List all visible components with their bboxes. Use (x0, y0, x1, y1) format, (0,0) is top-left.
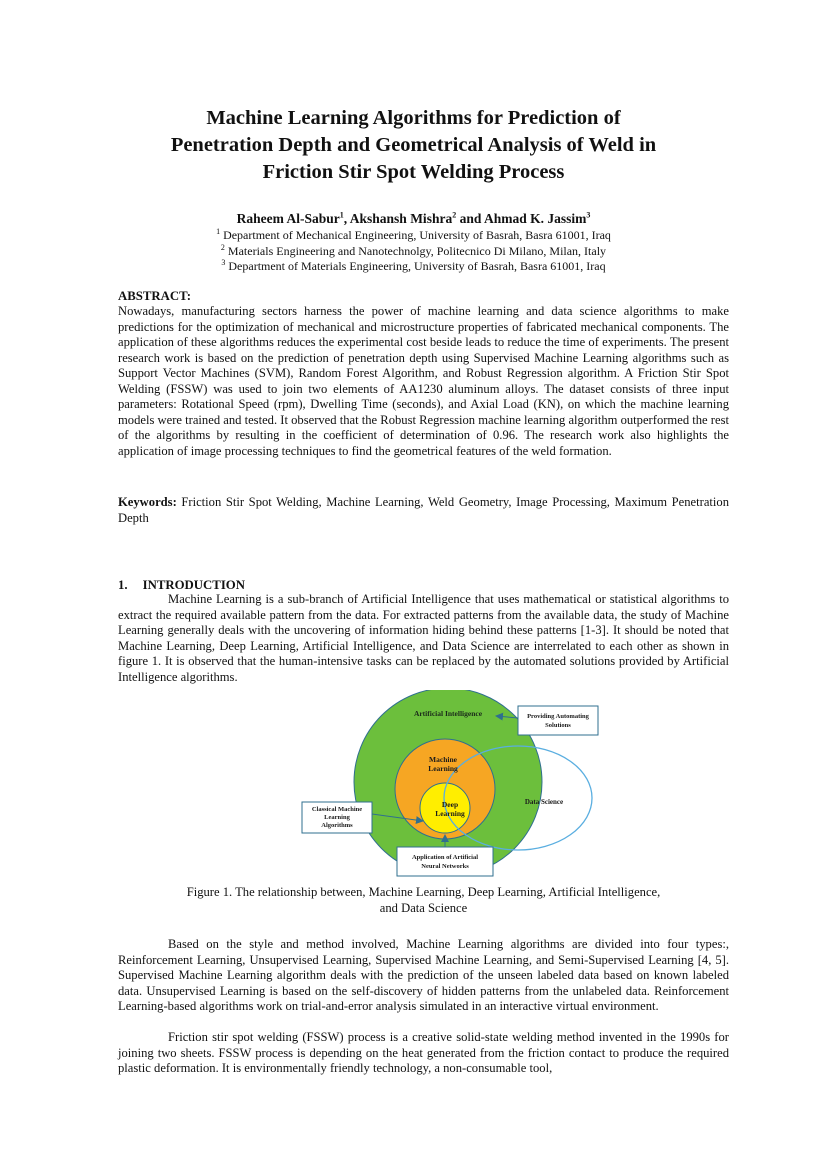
caption-line: and Data Science (379, 901, 468, 915)
affiliation-mark: 2 (220, 242, 225, 252)
body-paragraph: Based on the style and method involved, Machine Learning algorithms are divided into four types:, Reinforcement Learning, Unsupervised Learning, Supervised Machine Learning, and Semi-Supervised Learning [4, 5]. Supervised Machine Learning algorithm deals with the prediction of the unseen labeled data based on known labeled data. Unsupervised Learning is based on the self-discovery of hidden patterns from the unlabeled data. Reinforcement Learning-based algorithms work on trial-and-error analysis simulated in an interactive virtual environment. (118, 937, 729, 1013)
affiliation-text: Department of Mechanical Engineering, University of Basrah, Basra 61001, Iraq (220, 228, 611, 242)
author-affil-mark: 1 (339, 210, 344, 220)
ml-label: Machine (429, 755, 457, 764)
keywords-text: Friction Stir Spot Welding, Machine Learning, Weld Geometry, Image Processing, Maximum Penetration Depth (118, 495, 729, 525)
classical-ml-box-label: Learning (324, 814, 350, 821)
affiliation-list (100, 228, 727, 275)
title-line: Machine Learning Algorithms for Prediction of (206, 107, 621, 129)
affiliation-mark: 1 (216, 227, 221, 236)
ai-label: Artificial Intelligence (413, 709, 483, 718)
classical-ml-box-label: Classical Machine (311, 806, 363, 813)
abstract-heading: ABSTRACT: (118, 289, 192, 303)
author-list (100, 210, 727, 227)
affiliation (100, 228, 727, 244)
ann-box-label: Neural Networks (421, 863, 469, 870)
figure-caption (118, 884, 729, 916)
author-separator: and (456, 211, 484, 226)
caption-line: Figure 1. The relationship between, Machine Learning, Deep Learning, Artificial Intelligence, (186, 885, 661, 899)
author-affil-mark: 3 (586, 210, 591, 220)
paper-title (100, 105, 727, 186)
section-title: INTRODUCTION (142, 578, 245, 592)
abstract-text: Nowadays, manufacturing sectors harness the power of machine learning and data science algorithms to make predictions for the optimization of mechanical and microstructure properties of fabricated mechanical components. The application of these algorithms reduces the experimental cost beside leads to reduce the time of experiments. The present research work is based on the prediction of penetration depth using Supervised Machine Learning algorithms such as Support Vector Machines (SVM), Random Forest Algorithm, and Robust Regression algorithm. A Friction Stir Spot Welding (FSSW) was used to join two elements of AA1230 aluminum alloys. The dataset consists of three input parameters: Rotational Speed (rpm), Dwelling Time (seconds), and Axial Load (KN), on which the machine learning models were trained and tested. It observed that the Robust Regression machine learning algorithm outperformed the rest of the algorithms by resulting in the coefficient of determination of 0.96. The research work also highlights the application of image processing techniques to find the geometrical features of the weld formation. (118, 304, 729, 458)
section-heading (118, 577, 245, 593)
ml-label: Learning (428, 764, 458, 773)
author-name: Raheem Al-Sabur (236, 211, 340, 226)
keywords (118, 495, 729, 526)
body-paragraph: Friction stir spot welding (FSSW) process is a creative solid-state welding method invented in the 1990s for joining two sheets. FSSW process is depending on the heat generated from the friction contact to produce the required plastic deformation. It is environmentally friendly technology, a non-consumable tool, (118, 1030, 729, 1075)
ds-label: Data Science (524, 798, 564, 806)
affiliation-text: Materials Engineering and Nanotechnolgy, Politecnico Di Milano, Milan, Italy (224, 243, 607, 258)
affiliation-text: Department of Materials Engineering, University of Basrah, Basra 61001, Iraq (225, 259, 606, 273)
classical-ml-box-label: Algorithms (321, 822, 353, 829)
dl-label: Deep (441, 800, 459, 809)
ann-box (397, 847, 493, 876)
figure-1-diagram (290, 690, 750, 880)
dl-label: Learning (435, 809, 465, 818)
automating-box (518, 706, 598, 735)
automating-box-label: Providing Automating (527, 713, 589, 720)
author-affil-mark: 2 (452, 210, 457, 220)
automating-box-label: Solutions (545, 722, 571, 729)
affiliation (100, 244, 727, 260)
affiliation (100, 259, 727, 275)
author-separator: , (343, 211, 350, 226)
author-name: Akshansh Mishra (349, 211, 453, 226)
ann-box-label: Application of Artificial (411, 854, 479, 861)
title-line: Penetration Depth and Geometrical Analysis of Weld in (170, 134, 657, 156)
affiliation-mark: 3 (221, 258, 226, 267)
intro-paragraph: Machine Learning is a sub-branch of Artificial Intelligence that uses mathematical or statistical algorithms to extract the required available pattern from the data. For extracted patterns from the available data, the study of Machine Learning generally deals with the uncovering of information hiding behind these patterns [1-3]. It should be noted that Machine Learning, Deep Learning, Artificial Intelligence, and Data Science are interrelated to each other as shown in figure 1. It is observed that the human-intensive tasks can be replaced by the automated solutions provided by Artificial Intelligence algorithms. (118, 592, 729, 684)
title-line: Friction Stir Spot Welding Process (262, 161, 565, 183)
section-number: 1. (118, 578, 128, 592)
author-name: Ahmad K. Jassim (483, 211, 587, 226)
keywords-label: Keywords: (118, 495, 177, 509)
